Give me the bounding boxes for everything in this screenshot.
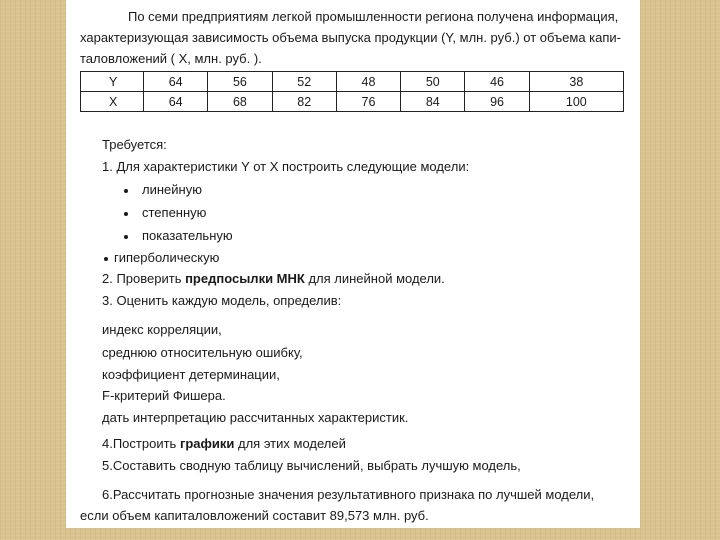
metric-item: коэффициент детерминации,: [102, 367, 280, 382]
document-page: [66, 0, 640, 528]
table-cell: 64: [144, 72, 208, 92]
model-item: степенную: [142, 205, 207, 220]
table-cell: 82: [272, 92, 336, 112]
table-cell: 68: [208, 92, 272, 112]
task-2-text-end: для линейной модели.: [304, 271, 445, 286]
model-item: линейную: [142, 182, 202, 197]
table-cell: 38: [529, 72, 623, 92]
task-4-emphasis: графики: [179, 436, 235, 451]
metric-item: дать интерпретацию рассчитанных характеристик.: [102, 410, 409, 425]
model-item: показательную: [142, 228, 233, 243]
metric-item: среднюю относительную ошибку,: [102, 345, 303, 360]
bullet-icon: [124, 189, 128, 193]
bullet-icon: [104, 257, 108, 261]
table-cell: 64: [144, 92, 208, 112]
task-4-text: 4.Построить: [102, 436, 180, 451]
task-4: [102, 436, 346, 451]
task-2-emphasis: предпосылки МНК: [185, 271, 305, 286]
task-6-continued: если объем капиталовложений составит 89,573 млн. руб.: [80, 508, 429, 523]
table-cell: 46: [465, 72, 529, 92]
table-row-x: [81, 92, 624, 112]
table-cell: 56: [208, 72, 272, 92]
task-2: [102, 271, 445, 286]
table-cell: 52: [272, 72, 336, 92]
task-5: 5.Составить сводную таблицу вычислений, выбрать лучшую модель,: [102, 458, 521, 473]
task-4-text-end: для этих моделей: [234, 436, 346, 451]
task-2-text: 2. Проверить: [102, 271, 186, 286]
table-cell: 84: [401, 92, 465, 112]
table-cell: 50: [401, 72, 465, 92]
task-1: 1. Для характеристики Y от X построить следующие модели:: [102, 159, 470, 174]
table-cell: 100: [529, 92, 623, 112]
bullet-icon: [124, 212, 128, 216]
row-label: X: [81, 92, 144, 112]
metric-item: индекс корреляции,: [102, 322, 222, 337]
required-heading: Требуется:: [102, 137, 167, 152]
data-table: [80, 71, 624, 112]
task-6: 6.Рассчитать прогнозные значения результативного признака по лучшей модели,: [102, 487, 595, 502]
intro-text: По семи предприятиям легкой промышленности региона получена информация, характеризующая зависимость объема выпуска продукции (Y, млн. руб.) от объема капи-таловложений ( X, млн. руб. ).: [80, 9, 622, 66]
table-row-y: [81, 72, 624, 92]
metric-item: F-критерий Фишера.: [102, 388, 226, 403]
problem-statement: [80, 6, 640, 69]
table-cell: 76: [336, 92, 400, 112]
table-cell: 96: [465, 92, 529, 112]
row-label: Y: [81, 72, 144, 92]
table-cell: 48: [336, 72, 400, 92]
model-item: гиперболическую: [114, 250, 220, 265]
task-3: 3. Оценить каждую модель, определив:: [102, 293, 342, 308]
bullet-icon: [124, 235, 128, 239]
